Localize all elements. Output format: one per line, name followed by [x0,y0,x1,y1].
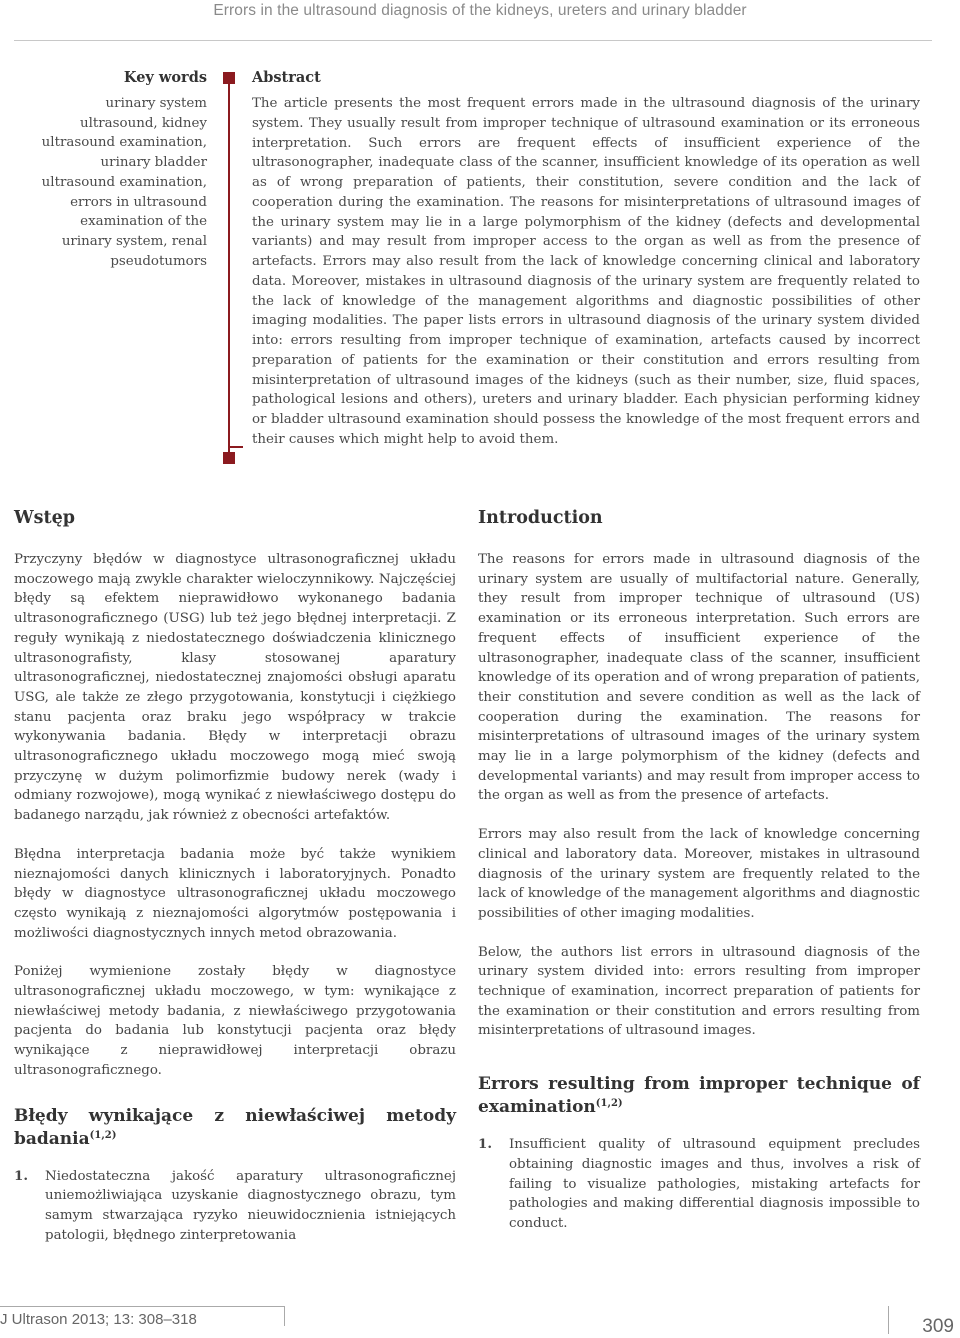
polish-column [14,506,456,1264]
paragraph: Przyczyny błędów w diagnostyce ultrasonograficznej układu moczowego mają zwykle charakter wieloczynnikowy. Najczęściej błędy są efektem nieprawidłowo wykonanego badania ultrasonograficznego (USG) lub też jego błędnej interpretacji. Z reguły wynikają z niedostatecznego doświadczenia klinicznego ultrasonografisty, klasy stosowanej aparatury ultrasonograficznej, niedostatecznej znajomości obsługi aparatu USG, ale także ze złego przygotowania, konstytucji i ciężkiego stanu pacjenta oraz braku jego współpracy w trakcie wykonywania badania. Błędy w interpretacji obrazu ultrasonograficznego układu moczowego mogą mieć swoją przyczynę w dużym polimorfizmie budowy nerek (wady i odmiany rozwojowe), mogą wynikać z niewłaściwego dostępu do badanego narządu, jak również z obecności artefaktów. [14,552,456,824]
paragraph: Poniżej wymienione zostały błędy w diagnostyce ultrasonograficznej układu moczowego, w tym: wynikające z niewłaściwej metody badania, z niewłaściwego przygotowania pacjenta do badania lub konstytucji pacjenta oraz błędy wynikające z nieprawidłowej interpretacji obrazu ultrasonograficznego. [14,964,456,1078]
item-text: Niedostateczna jakość aparatury ultrasonograficznej uniemożliwiająca uzyskanie diagnostycznego obrazu, tym samym stwarzająca ryzyko nieuwidocznienia istniejących patologii, błędnego zinterpretowania [45,1168,456,1243]
english-column [478,506,920,1253]
running-title: Errors in the ultrasound diagnosis of the kidneys, ureters and urinary bladder [213,2,747,19]
keyword-line: pseudotumors [110,253,207,269]
page-number-divider [888,1306,889,1334]
abstract-marker-line [228,74,230,460]
abstract-text: The article presents the most frequent errors made in the ultrasound diagnosis of the urinary system. They usually result from improper technique of ultrasound examination or its erroneous interpretation. Such errors are frequent effects of insufficient experience of the ultrasonographer, inadequate class of the scanner, insufficient knowledge of its operation as well as of wrong preparation of patients, their constitution, severe condition and the lack of cooperation during the examination. The reasons for misinterpretations of ultrasound images of the urinary system may lie in a large polymorphism of the kidney (defects and developmental variants) and may result from improper access to the organ as well as from the presence of artefacts. Errors may also result from the lack of knowledge concerning clinical and laboratory data. Moreover, mistakes in ultrasound diagnosis of the urinary system are frequently related to the lack of knowledge of the management algorithms and diagnostic possibilities of other imaging modalities. The paper lists errors in ultrasound diagnosis of the urinary system divided into: errors resulting from improper technique of examination, artefacts caused by incorrect preparation of patients for the examination or their constitution and errors resulting from misinterpretation of ultrasound images of the kidneys (such as their number, size, fluid spaces, pathological lesions and others), ureters and urinary bladder. Each physician performing kidney or bladder ultrasound examination should possess the knowledge of the most frequent errors and their causes which might help to avoid them. [252,96,920,447]
reference-marker: (1,2) [89,1129,117,1141]
keyword-line: ultrasound examination, [41,135,207,151]
keyword-line: urinary system [105,96,207,111]
keyword-line: urinary system, renal [61,233,207,249]
abstract-marker-square-top [223,72,235,84]
footer-divider-tick [284,1306,285,1326]
header-divider [14,40,932,41]
paragraph: Errors may also result from the lack of knowledge concerning clinical and laboratory data. Moreover, mistakes in ultrasound diagnosis of the urinary system are frequently related to the lack of knowledge of the management algorithms and diagnostic possibilities of other imaging modalities. [478,827,920,921]
subsection-heading [14,1106,456,1149]
item-number: 1. [478,1136,492,1153]
subsection-heading [478,1074,920,1117]
keywords-block [16,68,207,271]
footer-divider [0,1306,284,1307]
numbered-item [14,1167,456,1246]
keyword-line: urinary bladder [100,155,207,171]
keyword-line: examination of the [80,214,207,230]
section-heading-introduction: Introduction [478,508,603,528]
subsection-heading-text: Błędy wynikające z niewłaściwej metody badania [14,1105,456,1149]
abstract-marker-tick [229,446,243,448]
paragraph: The reasons for errors made in ultrasound diagnosis of the urinary system are usually of multifactorial nature. Generally, they result from improper technique of ultrasound (US) examination or its erroneous interpretation. Such errors are frequent effects of insufficient experience of the ultrasonographer, inadequate class of the scanner, insufficient knowledge of its operation and of wrong preparation of patients, their constitution and severe condition as well as the lack of cooperation during the examination. The reasons for misinterpretations of ultrasound images of the urinary system may lie in a large polymorphism of the kidney (defects and developmental variants) and may result from improper access to the organ as well as from the presence of artefacts. [478,552,920,804]
journal-citation: J Ultrason 2013; 13: 308–318 [0,1311,197,1328]
paragraph: Błędna interpretacja badania może być także wynikiem nieznajomości danych klinicznych i laboratoryjnych. Ponadto błędy w diagnostyce ultrasonograficznej układu moczowego często wynikają z nieznajomości algorytmów postępowania i możliwości diagnostycznych innych metod obrazowania. [14,846,456,941]
keyword-line: ultrasound examination, [41,174,207,190]
keyword-line: ultrasound, kidney [79,115,207,131]
abstract-title: Abstract [252,69,321,86]
abstract-block [252,68,920,450]
abstract-marker-square-bottom [223,452,235,464]
keywords-title: Key words [123,69,207,86]
page-number: 309 [922,1316,954,1337]
item-number: 1. [14,1167,28,1184]
subsection-heading-text: Errors resulting from improper technique of examination [478,1074,920,1118]
paragraph: Below, the authors list errors in ultrasound diagnosis of the urinary system divided into: errors resulting from improper technique of examination, incorrect preparation of patients for the examination or their constitution and errors resulting from misinterpretations of ultrasound images. [478,944,920,1039]
keyword-line: errors in ultrasound [70,194,207,210]
numbered-item [478,1135,920,1234]
item-text: Insufficient quality of ultrasound equipment precludes obtaining diagnostic images and thus, involves a risk of failing to visualize pathologies, mistaking artefacts for pathologies and making differential diagnosis impossible to conduct. [509,1137,920,1231]
section-heading-wstep: Wstęp [14,508,75,528]
reference-marker: (1,2) [595,1098,623,1110]
